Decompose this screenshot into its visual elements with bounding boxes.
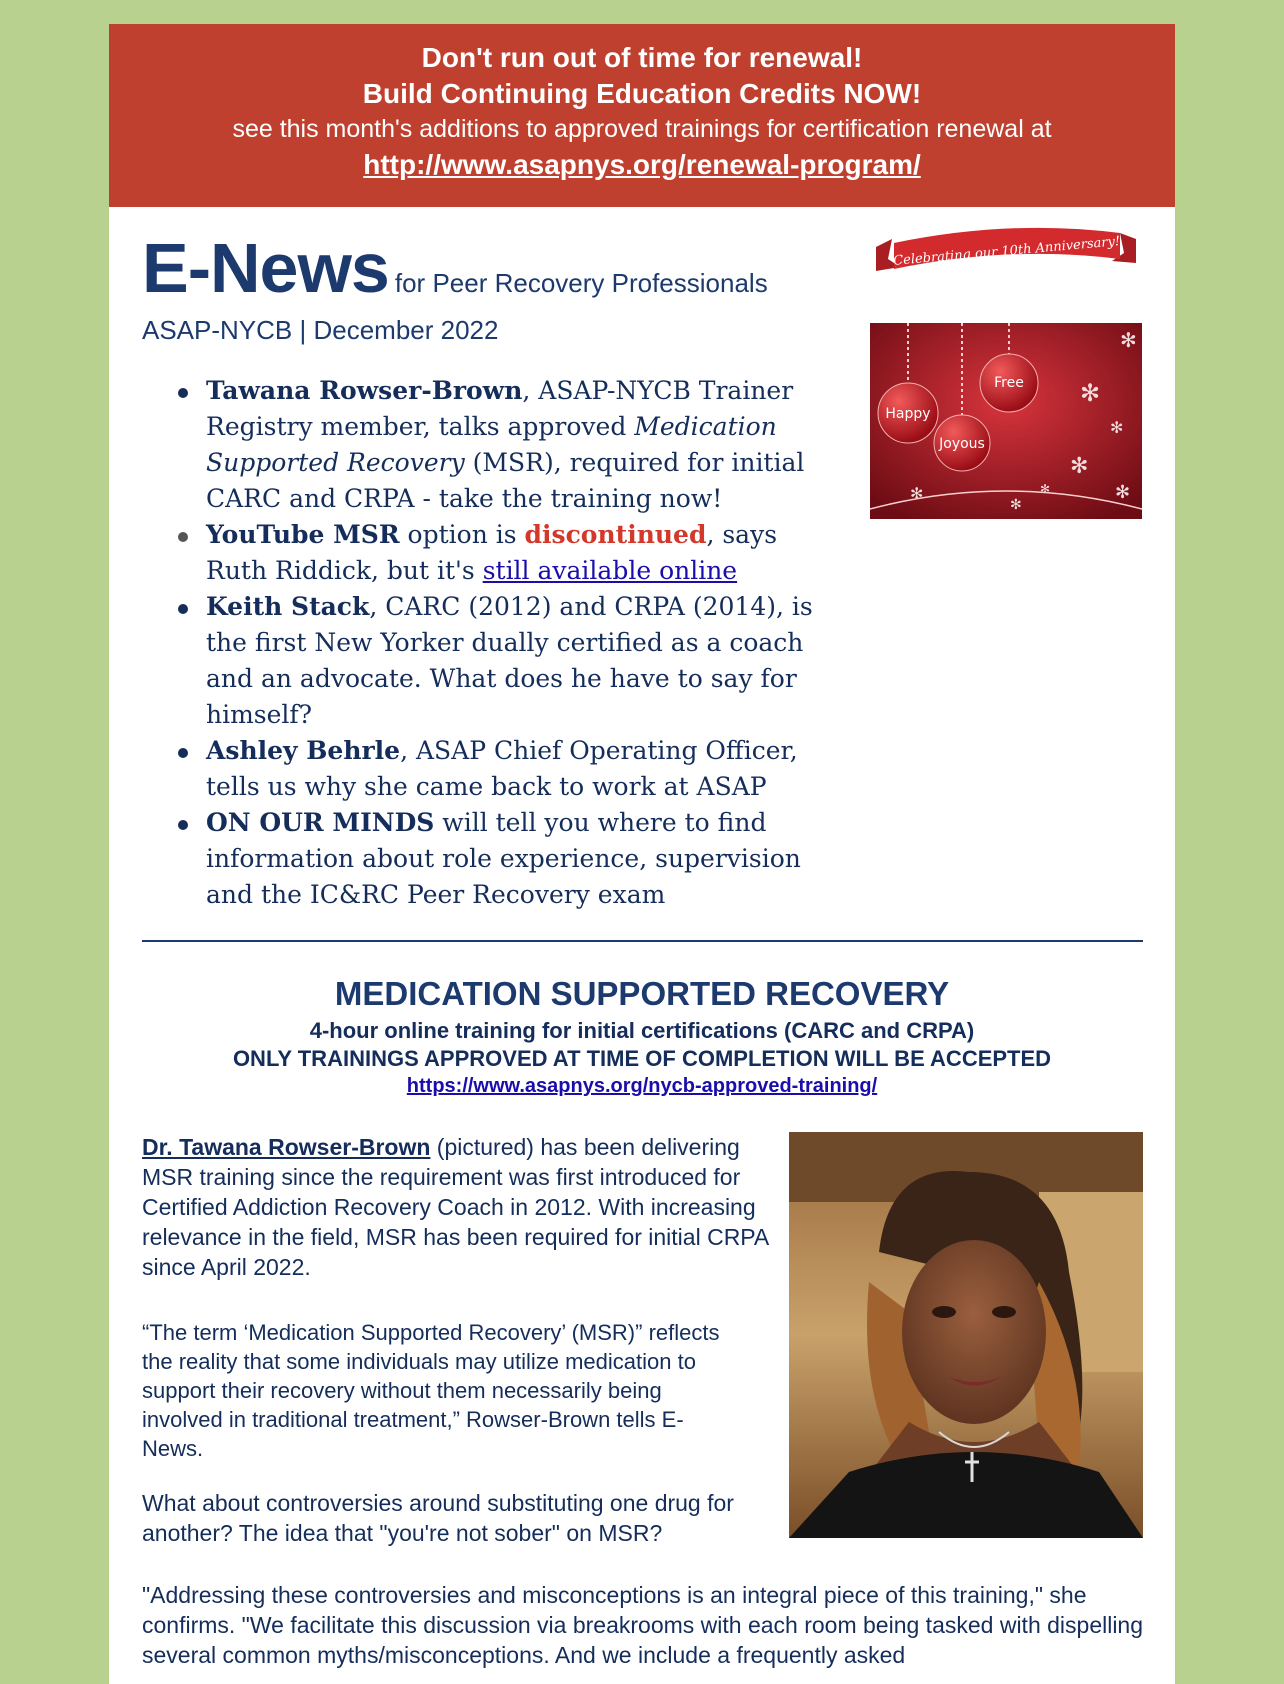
bullet-text: , ASAP-NYCB Trainer Registry member, talks approved bbox=[206, 376, 794, 441]
article-paragraph bbox=[142, 1132, 772, 1282]
svg-text:✻: ✻ bbox=[1040, 482, 1051, 496]
section-subtitle: 4-hour online training for initial certifications (CARC and CRPA) bbox=[309, 1018, 975, 1043]
trainer-portrait-photo bbox=[789, 1132, 1143, 1538]
still-available-link[interactable]: still available online bbox=[482, 556, 738, 585]
banner-renewal-link[interactable]: http://www.asapnys.org/renewal-program/ bbox=[363, 149, 921, 180]
article-quote: “The term ‘Medication Supported Recovery’ (MSR)” reflects the reality that some individuals may utilize medication to support their recovery without them necessarily being involved in traditional treatment,” Rowser-Brown tells E-News. bbox=[142, 1320, 720, 1461]
trainer-name-link[interactable]: Dr. Tawana Rowser-Brown bbox=[142, 1134, 431, 1160]
bullet-name: Keith Stack bbox=[206, 592, 370, 621]
ornament-word-free: Free bbox=[994, 375, 1024, 391]
bullet-name: YouTube MSR bbox=[206, 520, 400, 549]
svg-text:✻: ✻ bbox=[1120, 328, 1137, 352]
banner-description: see this month's additions to approved trainings for certification renewal at bbox=[232, 115, 1052, 143]
section-divider bbox=[142, 940, 1143, 942]
discontinued-label: discontinued bbox=[524, 520, 707, 549]
section-notice: ONLY TRAININGS APPROVED AT TIME OF COMPLETION WILL BE ACCEPTED bbox=[232, 1046, 1052, 1071]
svg-text:✻: ✻ bbox=[1010, 497, 1022, 513]
ribbon-text: Celebrating our 10th Anniversary! bbox=[892, 234, 1121, 269]
highlights-list bbox=[206, 373, 846, 913]
bullet-text: will tell you where to find information about role experience, supervision and the IC&RC Peer Recovery exam bbox=[206, 808, 801, 909]
list-item bbox=[206, 733, 846, 805]
svg-text:✻: ✻ bbox=[1070, 454, 1089, 479]
masthead-subtitle: for Peer Recovery Professionals bbox=[394, 268, 768, 298]
article-paragraph: "Addressing these controversies and misconceptions is an integral piece of this training," she confirms. "We facilitate this discussion via breakrooms with each room being tasked with dispelling several common myths/misconceptions. And we include a frequently asked bbox=[142, 1582, 1144, 1668]
masthead bbox=[142, 228, 768, 308]
issue-date: ASAP-NYCB | December 2022 bbox=[142, 315, 499, 345]
svg-text:✻: ✻ bbox=[1110, 418, 1124, 437]
bullet-text: option is bbox=[399, 520, 525, 549]
renewal-banner bbox=[109, 24, 1175, 207]
bullet-text: , CARC (2012) and CRPA (2014), is the first New Yorker dually certified as a coach and an advocate. What does he have to say for himself? bbox=[206, 592, 813, 729]
paragraph-text: (pictured) has been delivering MSR training since the requirement was first introduced for Certified Addiction Recovery Coach in 2012. With increasing relevance in the field, MSR has been required for initial CRPA since April 2022. bbox=[142, 1134, 769, 1280]
bullet-name: ON OUR MINDS bbox=[206, 808, 435, 837]
anniversary-ribbon bbox=[870, 225, 1142, 289]
svg-text:✻: ✻ bbox=[910, 484, 924, 503]
bullet-text: (MSR), required for initial CARC and CRPA - take the training now! bbox=[206, 448, 805, 513]
article-paragraph: What about controversies around substituting one drug for another? The idea that "you're not sober" on MSR? bbox=[142, 1490, 734, 1546]
bullet-name: Tawana Rowser-Brown bbox=[206, 376, 523, 405]
approved-training-link[interactable]: https://www.asapnys.org/nycb-approved-training/ bbox=[406, 1075, 878, 1097]
svg-text:✻: ✻ bbox=[1115, 482, 1131, 503]
bullet-italic: Medication Supported Recovery bbox=[206, 412, 777, 477]
bullet-name: Ashley Behrle bbox=[206, 736, 401, 765]
list-item bbox=[206, 373, 846, 517]
holiday-ornaments-image bbox=[870, 323, 1142, 519]
svg-text:✻: ✻ bbox=[1080, 379, 1101, 407]
section-title: MEDICATION SUPPORTED RECOVERY bbox=[334, 975, 950, 1012]
masthead-title: E-News bbox=[142, 229, 389, 307]
ornament-word-happy: Happy bbox=[885, 406, 931, 422]
banner-headline: Don't run out of time for renewal! bbox=[421, 42, 863, 73]
list-item bbox=[206, 589, 846, 733]
bullet-text: , says Ruth Riddick, but it's bbox=[206, 520, 778, 585]
list-item bbox=[206, 517, 846, 589]
list-item bbox=[206, 805, 846, 913]
bullet-text: , ASAP Chief Operating Officer, tells us why she came back to work at ASAP bbox=[206, 736, 798, 801]
banner-subheadline: Build Continuing Education Credits NOW! bbox=[362, 78, 922, 109]
ornament-word-joyous: Joyous bbox=[939, 436, 985, 452]
